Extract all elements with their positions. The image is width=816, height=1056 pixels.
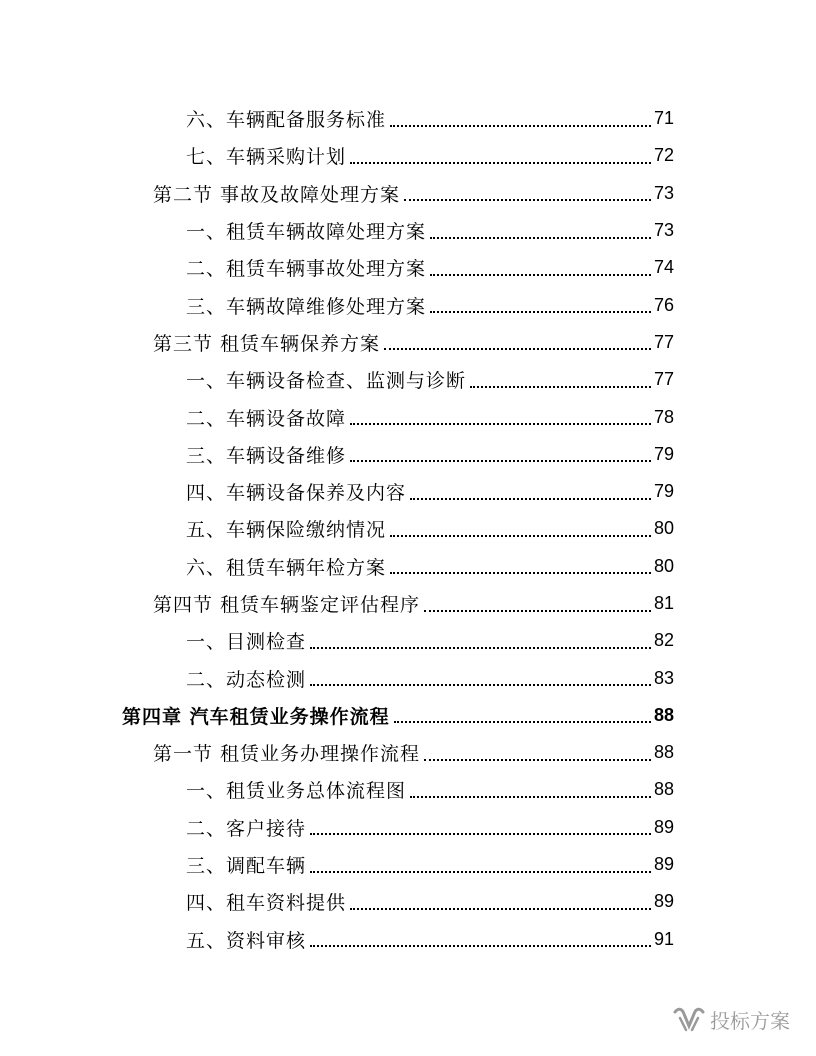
toc-dot-leader	[424, 759, 651, 761]
toc-dot-leader	[310, 945, 651, 947]
toc-entry-title: 第四节 租赁车辆鉴定评估程序	[153, 594, 421, 616]
toc-page-number: 77	[653, 331, 674, 352]
toc-entry-title: 二、租赁车辆事故处理方案	[186, 258, 427, 281]
toc-page-number: 80	[653, 555, 674, 576]
toc-dot-leader	[430, 237, 651, 239]
toc-dot-leader	[404, 199, 651, 201]
toc-page-number: 72	[653, 145, 674, 166]
toc-entry-title: 三、车辆设备维修	[186, 444, 347, 467]
toc-dot-leader	[470, 386, 651, 388]
toc-entry[interactable]	[0, 846, 816, 883]
toc-page-number: 78	[653, 406, 674, 427]
toc-dot-leader	[390, 125, 651, 127]
toc-entry[interactable]	[0, 585, 816, 622]
toc-page-number: 71	[653, 108, 674, 129]
toc-entry-title: 第三节 租赁车辆保养方案	[153, 332, 381, 355]
toc-page-number: 88	[653, 779, 674, 800]
toc-entry[interactable]	[0, 473, 816, 510]
toc-entry[interactable]	[0, 212, 816, 249]
toc-entry-title: 第四章 汽车租赁业务操作流程	[122, 705, 390, 728]
toc-entry[interactable]	[0, 622, 816, 659]
toc-entry[interactable]	[0, 809, 816, 846]
toc-dot-leader	[310, 684, 651, 686]
toc-entry[interactable]	[0, 175, 816, 212]
toc-dot-leader	[384, 348, 651, 350]
toc-page-number: 77	[653, 369, 674, 390]
toc-entry-title: 四、租车资料提供	[186, 892, 347, 915]
toc-page-number: 80	[653, 518, 674, 539]
toc-page-number: 74	[653, 257, 674, 278]
toc-page-number: 76	[653, 294, 674, 315]
toc-entry[interactable]	[0, 883, 816, 920]
toc-entry-title: 第二节 事故及故障处理方案	[153, 183, 401, 206]
toc-entry-title: 七、车辆采购计划	[186, 146, 347, 169]
toc-dot-leader	[394, 721, 651, 723]
toc-page-number: 73	[653, 220, 674, 241]
toc-page-number: 88	[653, 742, 674, 763]
toc-entry[interactable]	[0, 286, 816, 323]
toc-entry[interactable]	[0, 436, 816, 473]
toc-dot-leader	[424, 610, 651, 612]
toc-entry-title: 一、车辆设备检查、监测与诊断	[186, 370, 467, 393]
toc-dot-leader	[310, 833, 651, 835]
toc-entry[interactable]	[0, 771, 816, 808]
toc-entry[interactable]	[0, 510, 816, 547]
toc-page-number: 81	[653, 593, 674, 613]
toc-entry[interactable]	[0, 398, 816, 435]
toc-dot-leader	[430, 274, 651, 276]
toc-entry-title: 三、调配车辆	[186, 855, 307, 878]
toc-page-number: 83	[653, 667, 674, 688]
toc-entry-title: 二、动态检测	[186, 668, 307, 691]
toc-page-number: 73	[653, 182, 674, 203]
toc-page-number: 79	[653, 481, 674, 502]
toc-dot-leader	[350, 460, 651, 462]
toc-entry-title: 一、租赁业务总体流程图	[186, 780, 407, 803]
toc-dot-leader	[310, 647, 651, 649]
toc-entry-title: 一、租赁车辆故障处理方案	[186, 221, 427, 244]
watermark	[672, 1005, 790, 1034]
toc-page-number: 82	[653, 630, 674, 651]
toc-entry[interactable]	[0, 137, 816, 174]
toc-entry-title: 六、租赁车辆年检方案	[186, 556, 387, 579]
toc-entry[interactable]	[0, 100, 816, 137]
toc-entry[interactable]	[0, 697, 816, 734]
toc-entry[interactable]	[0, 249, 816, 286]
toc-dot-leader	[410, 498, 651, 500]
toc-page-number: 91	[653, 928, 674, 949]
toc-dot-leader	[390, 535, 651, 537]
toc-dot-leader	[390, 572, 651, 574]
toc-entry-title: 一、目测检查	[186, 631, 307, 654]
toc-page-number: 79	[653, 443, 674, 464]
wechat-channel-icon	[672, 1006, 706, 1034]
toc-entry-title: 五、车辆保险缴纳情况	[186, 519, 387, 542]
toc-page-number: 88	[653, 704, 674, 725]
toc-entry[interactable]	[0, 548, 816, 585]
watermark-text: 投标方案	[710, 1009, 790, 1033]
toc-entry[interactable]	[0, 921, 816, 958]
toc-entry-title: 五、资料审核	[186, 929, 307, 952]
toc-entry-title: 二、客户接待	[186, 817, 307, 840]
toc-entry-title: 三、车辆故障维修处理方案	[186, 295, 427, 318]
toc-dot-leader	[410, 796, 651, 798]
toc-dot-leader	[310, 871, 651, 873]
toc-dot-leader	[350, 908, 651, 910]
toc-entry[interactable]	[0, 659, 816, 696]
toc-entry[interactable]	[0, 361, 816, 398]
toc-dot-leader	[350, 162, 651, 164]
toc-dot-leader	[350, 423, 651, 425]
table-of-contents	[0, 100, 816, 958]
toc-entry[interactable]	[0, 324, 816, 361]
toc-entry-title: 四、车辆设备保养及内容	[186, 482, 407, 505]
toc-entry[interactable]	[0, 734, 816, 771]
toc-page-number: 89	[653, 891, 674, 912]
toc-entry-title: 二、车辆设备故障	[186, 407, 347, 430]
toc-page-number: 89	[653, 816, 674, 837]
toc-dot-leader	[430, 311, 651, 313]
toc-entry-title: 第一节 租赁业务办理操作流程	[153, 743, 421, 766]
toc-entry-title: 六、车辆配备服务标准	[186, 109, 387, 132]
toc-page-number: 89	[653, 854, 674, 875]
